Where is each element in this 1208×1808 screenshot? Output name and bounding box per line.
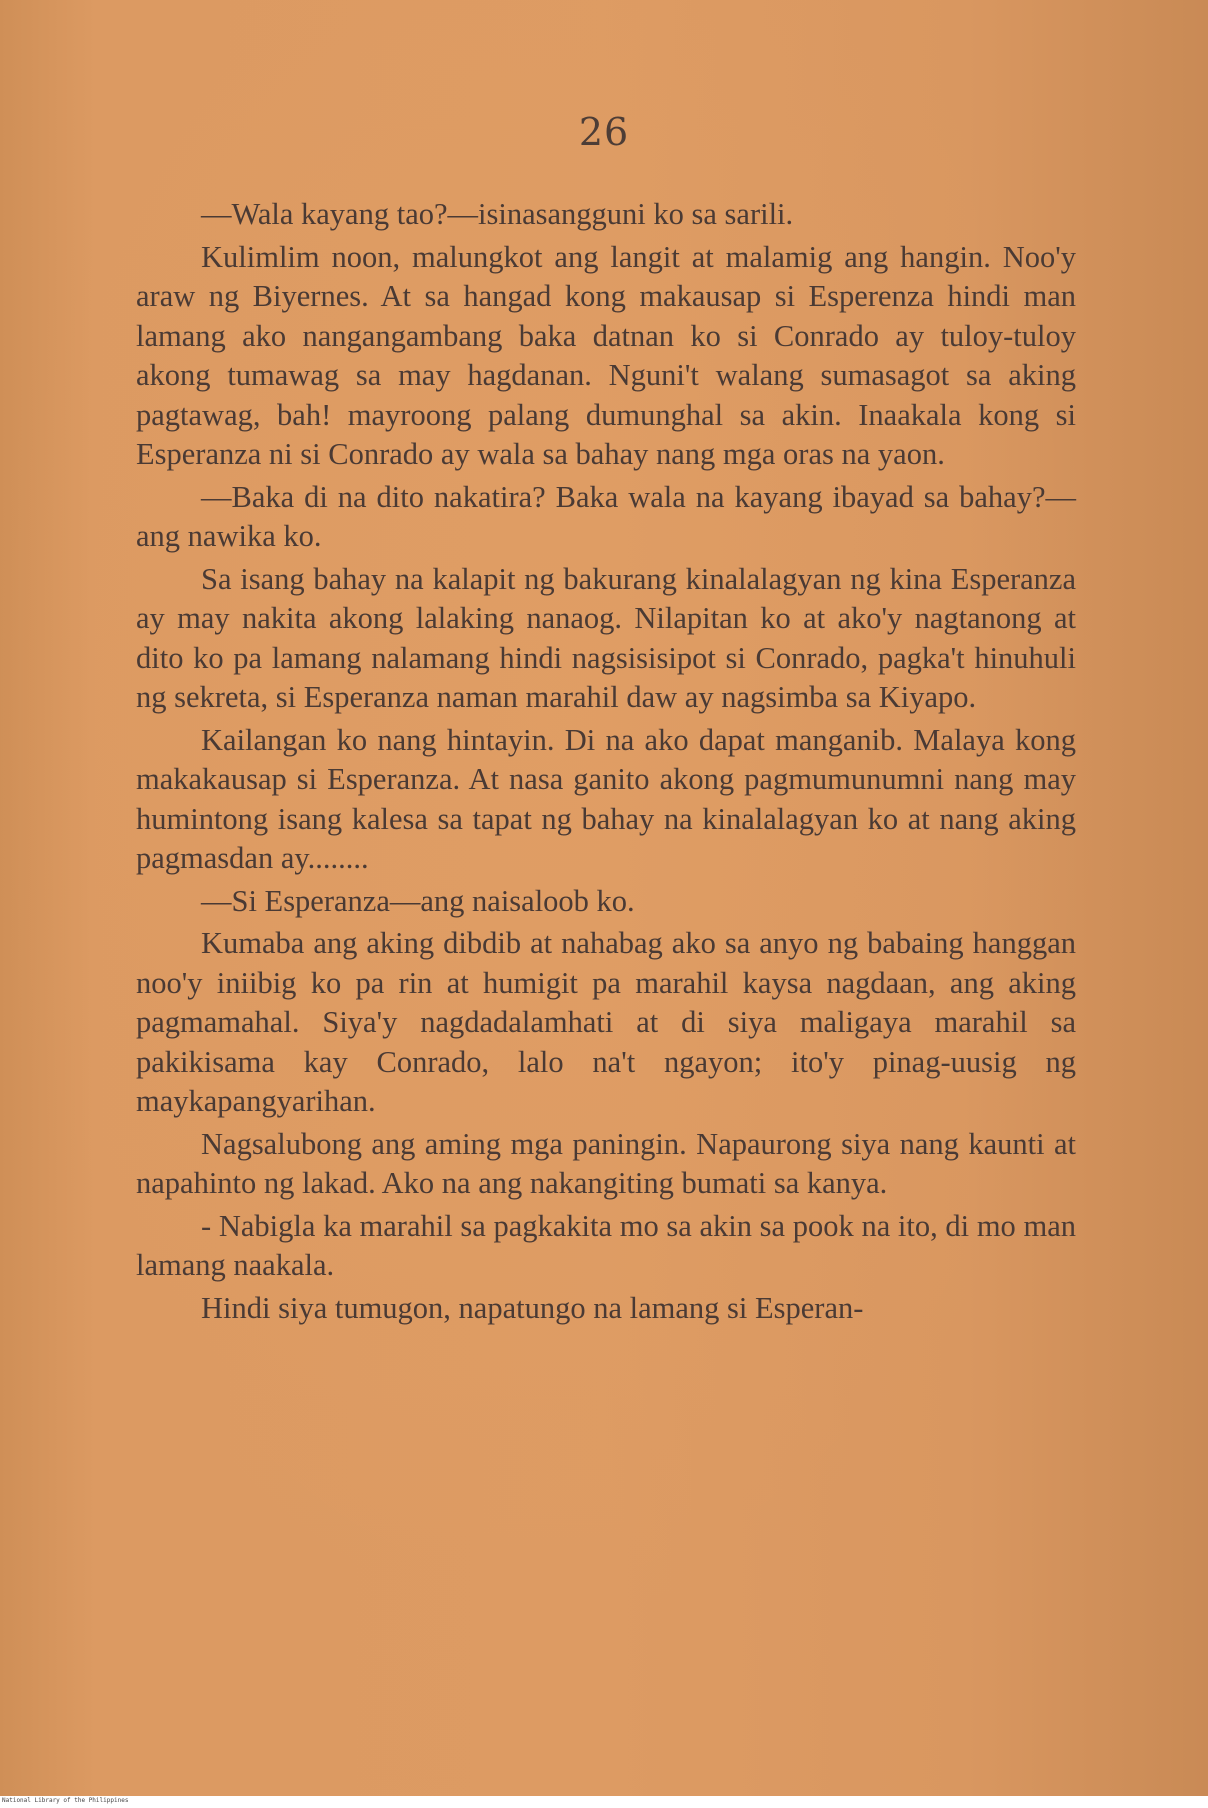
paragraph: —Si Esperanza—ang naisaloob ko.	[201, 883, 635, 918]
paragraph: Nagsalubong ang aming mga paningin. Napaurong siya nang kaunti at napahinto ng lakad. Ako na ang nakangiting bumati sa kanya.	[136, 1126, 1076, 1200]
paragraph: Sa isang bahay na kalapit ng bakurang kinalalagyan ng kina Esperanza ay may nakita akong lalaking nanaog. Nilapitan ko at ako'y nagtanong at dito ko pa lamang nalamang hindi nagsisisipot si Conrado, pagka't hinuhuli ng sekreta, si Esperanza naman marahil daw ay nagsimba sa Kiyapo.	[136, 561, 1076, 714]
library-credit: National Library of the Philippines	[2, 1797, 129, 1804]
paragraph: Kulimlim noon, malungkot ang langit at malamig ang hangin. Noo'y araw ng Biyernes. At sa hangad kong makausap si Esperenza hindi man lamang ako nangangambang baka datnan ko si Conrado ay tuloy-tuloy akong tumawag sa may hagdanan. Nguni't walang sumasagot sa aking pagtawag, bah! mayroong palang dumunghal sa akin. Inaakala kong si Esperanza ni si Conrado ay wala sa bahay nang mga oras na yaon.	[136, 239, 1076, 471]
page-body	[136, 195, 1076, 1331]
paragraph: Kailangan ko nang hintayin. Di na ako dapat manganib. Malaya kong makakausap si Esperanza. At nasa ganito akong pagmumunumni nang may humintong isang kalesa sa tapat ng bahay na kinalalagyan ko at nang aking pagmasdan ay........	[136, 722, 1076, 875]
paragraph: - Nabigla ka marahil sa pagkakita mo sa akin sa pook na ito, di mo man lamang naakala.	[136, 1208, 1076, 1282]
page-number: 26	[578, 110, 630, 154]
paragraph: Hindi siya tumugon, napatungo na lamang si Esperan-	[201, 1290, 864, 1325]
paragraph: —Baka di na dito nakatira? Baka wala na kayang ibayad sa bahay?—ang nawika ko.	[136, 479, 1076, 553]
paragraph: —Wala kayang tao?—isinasangguni ko sa sarili.	[201, 197, 794, 231]
paragraph: Kumaba ang aking dibdib at nahabag ako sa anyo ng babaing hanggan noo'y iniibig ko pa rin at humigit pa marahil kaysa nagdaan, ang aking pagmamahal. Siya'y nagdadalamhati at di siya maligaya marahil sa pakikisama kay Conrado, lalo na't ngayon; ito'y pinag-uusig ng maykapangyarihan.	[136, 926, 1076, 1118]
